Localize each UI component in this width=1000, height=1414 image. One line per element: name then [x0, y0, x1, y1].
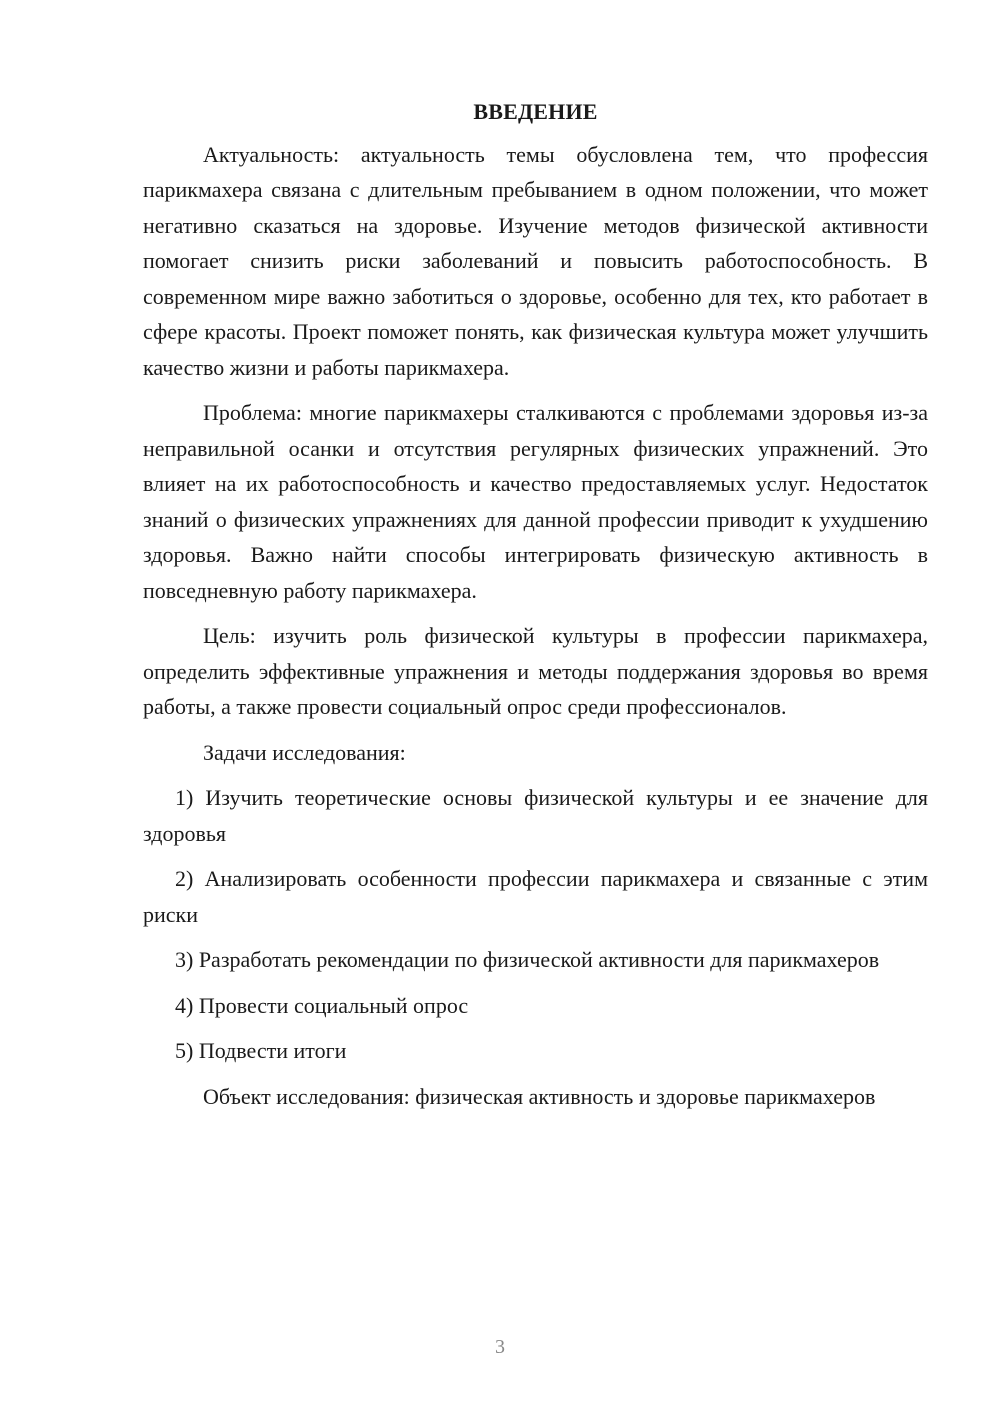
- document-body: [143, 94, 928, 1124]
- task-item: 4) Провести социальный опрос: [175, 992, 469, 1018]
- task-item: 1) Изучить теоретические основы физической культуры и ее значение для здоровья: [143, 785, 928, 846]
- tasks-list: [143, 780, 928, 1069]
- task-item: 3) Разработать рекомендации по физической активности для парикмахеров: [175, 947, 880, 972]
- tasks-heading: Задачи исследования:: [203, 739, 406, 765]
- task-item: 5) Подвести итоги: [175, 1038, 347, 1063]
- goal-paragraph: Цель: изучить роль физической культуры в профессии парикмахера, определить эффективные упражнения и методы поддержания здоровья во время работы, а также провести социальный опрос среди профессионалов.: [143, 623, 928, 719]
- page-title: ВВЕДЕНИЕ: [473, 99, 598, 124]
- object-paragraph: Объект исследования: физическая активность и здоровье парикмахеров: [203, 1083, 876, 1109]
- problem-paragraph: Проблема: многие парикмахеры сталкиваются с проблемами здоровья из-за неправильной осанки и отсутствия регулярных физических упражнений. Это влияет на их работоспособность и качество предоставляемых услуг. Недостаток знаний о физических упражнениях для данной профессии приводит к ухудшению здоровья. Важно найти способы интегрировать физическую активность в повседневную работу парикмахера.: [143, 400, 928, 603]
- task-item: 2) Анализировать особенности профессии парикмахера и связанные с этим риски: [143, 866, 928, 927]
- page-number: 3: [495, 1336, 505, 1358]
- relevance-paragraph: Актуальность: актуальность темы обусловлена тем, что профессия парикмахера связана с длительным пребыванием в одном положении, что может негативно сказаться на здоровье. Изучение методов физической активности помогает снизить риски заболеваний и повысить работоспособность. В современном мире важно заботиться о здоровье, особенно для тех, кто работает в сфере красоты. Проект поможет понять, как физическая культура может улучшить качество жизни и работы парикмахера.: [143, 141, 928, 380]
